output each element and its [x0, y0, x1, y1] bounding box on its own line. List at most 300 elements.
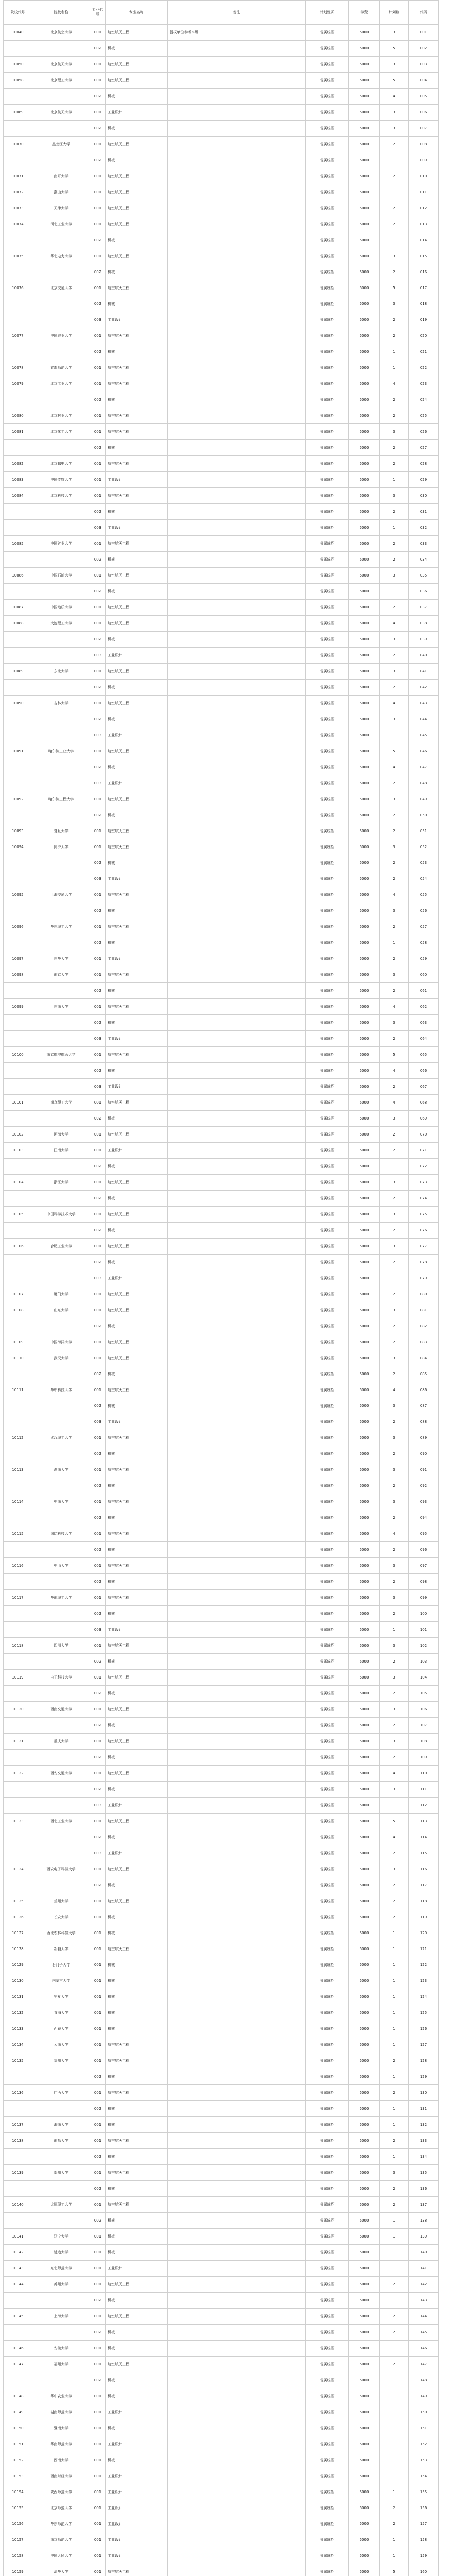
cell-major-code: 001: [90, 1127, 106, 1143]
cell-school-code: [4, 1510, 32, 1526]
cell-tuition: 5000: [349, 152, 380, 168]
cell-major-name: 机械: [106, 2229, 168, 2245]
cell-remark: [168, 1734, 306, 1750]
cell-major-name: 航空航天工程: [106, 1239, 168, 1255]
cell-code: 057: [409, 919, 439, 935]
cell-school-name: 中国人民大学: [32, 2548, 90, 2564]
table-row: [4, 1766, 439, 1782]
cell-plan-type: 省属统招: [306, 536, 349, 552]
cell-school-code: [4, 1718, 32, 1734]
cell-code: 076: [409, 1223, 439, 1239]
cell-school-code: [4, 2325, 32, 2341]
table-row: [4, 1398, 439, 1414]
cell-major-code: 001: [90, 2245, 106, 2261]
cell-plan-type: 省属统招: [306, 2452, 349, 2468]
cell-tuition: 5000: [349, 1798, 380, 1814]
cell-school-name: 南京航空航天大学: [32, 1047, 90, 1063]
cell-remark: [168, 1510, 306, 1526]
cell-school-code: 10119: [4, 1670, 32, 1686]
cell-code: 121: [409, 1941, 439, 1957]
cell-plan-count: 2: [380, 983, 409, 999]
cell-plan-count: 2: [380, 312, 409, 328]
cell-plan-count: 2: [380, 1510, 409, 1526]
cell-tuition: 5000: [349, 1877, 380, 1893]
cell-tuition: 5000: [349, 456, 380, 472]
cell-school-code: 10135: [4, 2053, 32, 2069]
cell-tuition: 5000: [349, 2245, 380, 2261]
table-row: [4, 1686, 439, 1702]
cell-major-name: 航空航天工程: [106, 1462, 168, 1478]
cell-school-code: [4, 1031, 32, 1047]
cell-code: 023: [409, 376, 439, 392]
cell-major-code: 001: [90, 1638, 106, 1654]
cell-remark: [168, 472, 306, 488]
cell-tuition: 5000: [349, 1542, 380, 1558]
cell-remark: [168, 264, 306, 280]
cell-school-code: [4, 648, 32, 664]
header-major-name: 专业名称: [106, 1, 168, 25]
cell-major-code: 001: [90, 839, 106, 855]
table-row: [4, 1302, 439, 1318]
cell-school-name: 中国海洋大学: [32, 1334, 90, 1350]
cell-school-name: [32, 2372, 90, 2388]
cell-plan-type: 省属统招: [306, 296, 349, 312]
cell-major-code: 002: [90, 1223, 106, 1239]
table-row: [4, 871, 439, 887]
cell-plan-count: 3: [380, 967, 409, 983]
cell-major-name: 航空航天工程: [106, 200, 168, 216]
cell-major-code: 002: [90, 2293, 106, 2309]
cell-plan-type: 省属统招: [306, 264, 349, 280]
cell-major-code: 001: [90, 1047, 106, 1063]
cell-plan-type: 省属统招: [306, 1462, 349, 1478]
table-row: [4, 121, 439, 137]
cell-school-code: [4, 504, 32, 520]
cell-school-code: [4, 1318, 32, 1334]
table-row: [4, 727, 439, 743]
cell-plan-count: 1: [380, 2388, 409, 2404]
table-row: [4, 1670, 439, 1686]
table-row: [4, 360, 439, 376]
cell-code: 010: [409, 168, 439, 184]
cell-school-name: 四川大学: [32, 1638, 90, 1654]
table-row: [4, 1510, 439, 1526]
cell-plan-count: 3: [380, 488, 409, 504]
cell-school-name: [32, 983, 90, 999]
table-row: [4, 999, 439, 1015]
cell-code: 152: [409, 2436, 439, 2452]
cell-school-name: 北京航空大学: [32, 25, 90, 41]
cell-major-code: 002: [90, 1478, 106, 1494]
cell-remark: [168, 855, 306, 871]
cell-code: 127: [409, 2037, 439, 2053]
table-row: [4, 264, 439, 280]
cell-school-name: 合肥工业大学: [32, 1239, 90, 1255]
cell-tuition: 5000: [349, 1526, 380, 1542]
cell-remark: [168, 344, 306, 360]
cell-plan-count: 2: [380, 264, 409, 280]
cell-major-name: 航空航天工程: [106, 791, 168, 807]
cell-plan-count: 2: [380, 2277, 409, 2293]
cell-remark: [168, 1350, 306, 1366]
cell-major-name: 机械: [106, 1574, 168, 1590]
cell-major-name: 航空航天工程: [106, 1382, 168, 1398]
cell-plan-type: 省属统招: [306, 1286, 349, 1302]
cell-tuition: 5000: [349, 967, 380, 983]
cell-major-code: 002: [90, 2325, 106, 2341]
cell-major-code: 001: [90, 2388, 106, 2404]
cell-plan-count: 1: [380, 1159, 409, 1175]
cell-tuition: 5000: [349, 2133, 380, 2149]
cell-major-code: 001: [90, 73, 106, 89]
cell-plan-count: 5: [380, 2564, 409, 2576]
cell-plan-type: 省属统招: [306, 903, 349, 919]
cell-remark: [168, 552, 306, 568]
cell-major-code: 001: [90, 600, 106, 616]
cell-code: 018: [409, 296, 439, 312]
cell-major-name: 机械: [106, 2181, 168, 2197]
table-row: [4, 1606, 439, 1622]
cell-tuition: 5000: [349, 1845, 380, 1861]
cell-school-code: 10130: [4, 1973, 32, 1989]
cell-plan-count: 1: [380, 584, 409, 600]
cell-major-code: 002: [90, 1191, 106, 1207]
cell-code: 033: [409, 536, 439, 552]
cell-plan-count: 4: [380, 1063, 409, 1079]
cell-plan-count: 2: [380, 2133, 409, 2149]
cell-school-code: 10098: [4, 967, 32, 983]
cell-tuition: 5000: [349, 711, 380, 727]
cell-plan-count: 3: [380, 568, 409, 584]
cell-major-name: 机械: [106, 1478, 168, 1494]
cell-plan-count: 3: [380, 903, 409, 919]
table-row: [4, 488, 439, 504]
cell-plan-type: 省属统招: [306, 2341, 349, 2357]
cell-major-name: 机械: [106, 232, 168, 248]
cell-tuition: 5000: [349, 2452, 380, 2468]
cell-code: 138: [409, 2213, 439, 2229]
cell-major-name: 工业设计: [106, 1845, 168, 1861]
cell-remark: [168, 2133, 306, 2149]
cell-code: 134: [409, 2149, 439, 2165]
cell-school-code: 10087: [4, 600, 32, 616]
table-row: [4, 935, 439, 951]
cell-plan-count: 2: [380, 2181, 409, 2197]
cell-school-code: 10116: [4, 1558, 32, 1574]
cell-tuition: 5000: [349, 1350, 380, 1366]
cell-major-code: 001: [90, 456, 106, 472]
cell-plan-count: 2: [380, 536, 409, 552]
cell-school-name: 北京航天大学: [32, 57, 90, 73]
cell-school-code: [4, 1798, 32, 1814]
cell-tuition: 5000: [349, 392, 380, 408]
cell-plan-type: 省属统招: [306, 1686, 349, 1702]
table-row: [4, 1877, 439, 1893]
cell-plan-type: 省属统招: [306, 1111, 349, 1127]
cell-plan-type: 省属统招: [306, 2245, 349, 2261]
table-row: [4, 1654, 439, 1670]
cell-tuition: 5000: [349, 360, 380, 376]
cell-plan-type: 省属统招: [306, 1814, 349, 1829]
cell-major-code: 002: [90, 344, 106, 360]
cell-major-name: 机械: [106, 2021, 168, 2037]
cell-major-code: 001: [90, 2532, 106, 2548]
cell-code: 051: [409, 823, 439, 839]
cell-tuition: 5000: [349, 280, 380, 296]
cell-major-code: 001: [90, 1909, 106, 1925]
cell-remark: [168, 1686, 306, 1702]
cell-tuition: 5000: [349, 1175, 380, 1191]
cell-plan-type: 省属统招: [306, 2165, 349, 2181]
cell-plan-count: 1: [380, 727, 409, 743]
cell-tuition: 5000: [349, 1606, 380, 1622]
cell-code: 003: [409, 57, 439, 73]
cell-school-code: 10091: [4, 743, 32, 759]
cell-major-name: 机械: [106, 121, 168, 137]
cell-major-code: 001: [90, 360, 106, 376]
cell-plan-type: 省属统招: [306, 1542, 349, 1558]
cell-code: 088: [409, 1414, 439, 1430]
cell-school-name: [32, 232, 90, 248]
cell-school-code: 10101: [4, 1095, 32, 1111]
cell-school-code: 10085: [4, 536, 32, 552]
cell-school-code: [4, 632, 32, 648]
cell-major-name: 机械: [106, 440, 168, 456]
cell-plan-type: 省属统招: [306, 887, 349, 903]
cell-plan-count: 1: [380, 472, 409, 488]
cell-school-code: [4, 1606, 32, 1622]
cell-plan-type: 省属统招: [306, 648, 349, 664]
cell-plan-type: 省属统招: [306, 1782, 349, 1798]
cell-remark: [168, 823, 306, 839]
cell-major-code: 003: [90, 871, 106, 887]
cell-school-name: [32, 1606, 90, 1622]
cell-tuition: 5000: [349, 2388, 380, 2404]
cell-major-code: 001: [90, 2341, 106, 2357]
cell-plan-count: 3: [380, 1175, 409, 1191]
cell-code: 086: [409, 1382, 439, 1398]
cell-remark: [168, 1015, 306, 1031]
table-row: [4, 2245, 439, 2261]
cell-major-code: 001: [90, 823, 106, 839]
cell-major-code: 002: [90, 89, 106, 105]
cell-code: 004: [409, 73, 439, 89]
table-row: [4, 2325, 439, 2341]
cell-plan-count: 3: [380, 1702, 409, 1718]
cell-major-code: 002: [90, 903, 106, 919]
cell-code: 150: [409, 2404, 439, 2420]
cell-tuition: 5000: [349, 935, 380, 951]
cell-major-name: 工业设计: [106, 1143, 168, 1159]
cell-major-code: 001: [90, 2404, 106, 2420]
cell-remark: [168, 696, 306, 711]
cell-school-name: 华南师范大学: [32, 2436, 90, 2452]
cell-plan-type: 省属统招: [306, 105, 349, 121]
cell-plan-type: 省属统招: [306, 951, 349, 967]
cell-major-name: 航空航天工程: [106, 1638, 168, 1654]
cell-major-code: 001: [90, 184, 106, 200]
cell-remark: [168, 839, 306, 855]
table-row: [4, 1574, 439, 1590]
cell-plan-count: 1: [380, 935, 409, 951]
cell-school-code: 10092: [4, 791, 32, 807]
cell-major-code: 001: [90, 472, 106, 488]
cell-code: 012: [409, 200, 439, 216]
cell-major-code: 001: [90, 1941, 106, 1957]
cell-major-name: 航空航天工程: [106, 1861, 168, 1877]
cell-major-code: 001: [90, 280, 106, 296]
cell-plan-count: 2: [380, 168, 409, 184]
cell-tuition: 5000: [349, 1686, 380, 1702]
cell-major-code: 001: [90, 1286, 106, 1302]
cell-remark: [168, 89, 306, 105]
table-row: [4, 408, 439, 424]
cell-remark: [168, 328, 306, 344]
table-row: [4, 2101, 439, 2117]
table-row: [4, 1814, 439, 1829]
cell-plan-count: 1: [380, 2245, 409, 2261]
cell-school-name: 上海交通大学: [32, 887, 90, 903]
cell-code: 024: [409, 392, 439, 408]
cell-tuition: 5000: [349, 1638, 380, 1654]
cell-major-code: 003: [90, 520, 106, 536]
cell-tuition: 5000: [349, 248, 380, 264]
cell-plan-type: 省属统招: [306, 216, 349, 232]
table-row: [4, 2053, 439, 2069]
cell-school-code: 10158: [4, 2548, 32, 2564]
cell-school-code: 10073: [4, 200, 32, 216]
cell-code: 095: [409, 1526, 439, 1542]
cell-plan-type: 省属统招: [306, 2325, 349, 2341]
table-row: [4, 1334, 439, 1350]
cell-school-code: [4, 1877, 32, 1893]
cell-tuition: 5000: [349, 727, 380, 743]
cell-school-code: 10095: [4, 887, 32, 903]
table-row: [4, 2548, 439, 2564]
cell-tuition: 5000: [349, 2357, 380, 2372]
cell-major-name: 机械: [106, 1686, 168, 1702]
cell-major-code: 002: [90, 2149, 106, 2165]
cell-plan-count: 2: [380, 1446, 409, 1462]
cell-tuition: 5000: [349, 1095, 380, 1111]
cell-school-code: 10128: [4, 1941, 32, 1957]
cell-remark: [168, 232, 306, 248]
cell-plan-count: 3: [380, 1430, 409, 1446]
cell-code: 027: [409, 440, 439, 456]
cell-school-name: [32, 1622, 90, 1638]
cell-tuition: 5000: [349, 1398, 380, 1414]
cell-major-code: 002: [90, 935, 106, 951]
cell-tuition: 5000: [349, 1430, 380, 1446]
cell-plan-count: 1: [380, 1798, 409, 1814]
cell-school-name: 中国地质大学: [32, 600, 90, 616]
cell-school-name: 西安电子科技大学: [32, 1861, 90, 1877]
cell-code: 110: [409, 1766, 439, 1782]
table-row: [4, 839, 439, 855]
cell-major-name: 航空航天工程: [106, 616, 168, 632]
cell-plan-count: 2: [380, 1255, 409, 1270]
cell-remark: [168, 456, 306, 472]
table-row: [4, 392, 439, 408]
cell-school-code: [4, 871, 32, 887]
cell-remark: [168, 1207, 306, 1223]
cell-tuition: 5000: [349, 743, 380, 759]
cell-remark: [168, 184, 306, 200]
cell-plan-type: 省属统招: [306, 1079, 349, 1095]
cell-major-name: 机械: [106, 1877, 168, 1893]
cell-plan-type: 省属统招: [306, 680, 349, 696]
cell-plan-count: 5: [380, 41, 409, 57]
cell-school-name: 西南财经大学: [32, 2468, 90, 2484]
cell-school-name: [32, 935, 90, 951]
cell-tuition: 5000: [349, 1239, 380, 1255]
cell-plan-type: 省属统招: [306, 1398, 349, 1414]
cell-school-name: [32, 1111, 90, 1127]
cell-remark: [168, 1590, 306, 1606]
cell-remark: [168, 1382, 306, 1398]
table-row: [4, 951, 439, 967]
cell-plan-count: 1: [380, 520, 409, 536]
cell-code: 075: [409, 1207, 439, 1223]
cell-code: 156: [409, 2500, 439, 2516]
table-row: [4, 520, 439, 536]
table-row: [4, 1382, 439, 1398]
table-row: [4, 2261, 439, 2277]
cell-tuition: 5000: [349, 1782, 380, 1798]
cell-code: 145: [409, 2325, 439, 2341]
cell-school-code: 10079: [4, 376, 32, 392]
cell-school-code: 10083: [4, 472, 32, 488]
cell-plan-count: 4: [380, 376, 409, 392]
cell-school-name: 华北电力大学: [32, 248, 90, 264]
cell-school-name: [32, 1366, 90, 1382]
cell-major-name: 航空航天工程: [106, 184, 168, 200]
cell-plan-count: 1: [380, 2037, 409, 2053]
cell-plan-count: 1: [380, 2372, 409, 2388]
cell-plan-count: 2: [380, 2500, 409, 2516]
cell-plan-count: 5: [380, 743, 409, 759]
cell-plan-count: 4: [380, 887, 409, 903]
cell-tuition: 5000: [349, 1670, 380, 1686]
cell-major-code: 002: [90, 584, 106, 600]
cell-school-name: [32, 440, 90, 456]
cell-tuition: 5000: [349, 1478, 380, 1494]
cell-plan-count: 3: [380, 791, 409, 807]
cell-plan-type: 省属统招: [306, 2069, 349, 2085]
cell-code: 120: [409, 1925, 439, 1941]
cell-plan-type: 省属统招: [306, 408, 349, 424]
cell-tuition: 5000: [349, 1382, 380, 1398]
cell-remark: [168, 664, 306, 680]
table-row: [4, 1526, 439, 1542]
cell-tuition: 5000: [349, 2181, 380, 2197]
cell-tuition: 5000: [349, 488, 380, 504]
table-row: [4, 2372, 439, 2388]
cell-plan-type: 省属统招: [306, 1558, 349, 1574]
cell-school-name: 南京大学: [32, 967, 90, 983]
cell-school-code: 10155: [4, 2500, 32, 2516]
cell-tuition: 5000: [349, 1909, 380, 1925]
cell-school-code: [4, 1255, 32, 1270]
enrollment-plan-table: [3, 0, 439, 2576]
cell-school-name: 宁夏大学: [32, 1989, 90, 2005]
cell-tuition: 5000: [349, 823, 380, 839]
cell-plan-count: 2: [380, 2053, 409, 2069]
cell-major-code: 001: [90, 1382, 106, 1398]
cell-school-name: 厦门大学: [32, 1286, 90, 1302]
table-row: [4, 1366, 439, 1382]
cell-code: 133: [409, 2133, 439, 2149]
